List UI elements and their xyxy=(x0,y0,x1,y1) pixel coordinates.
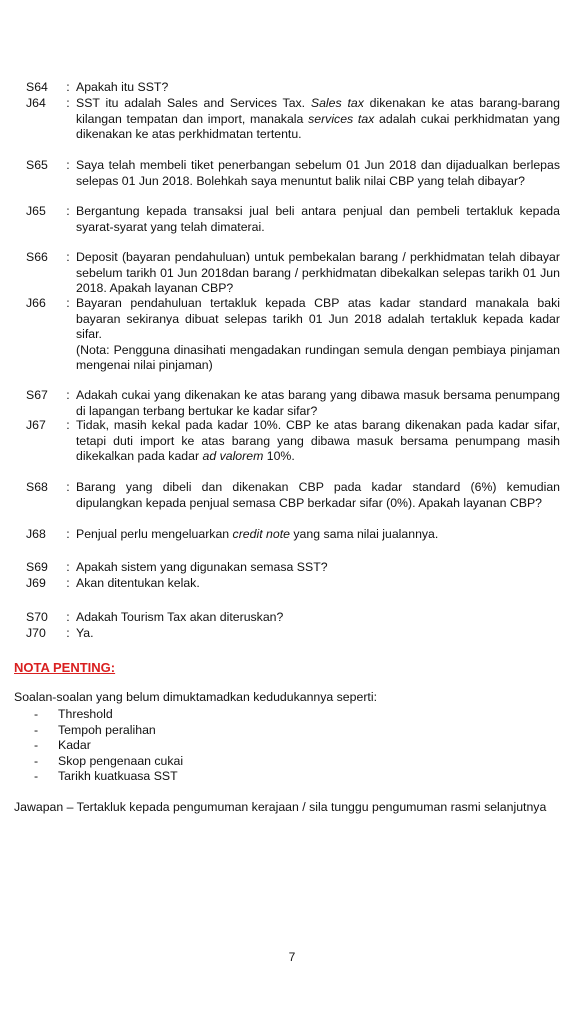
list-item xyxy=(34,707,183,723)
qa-text xyxy=(76,388,560,419)
qa-item-j69 xyxy=(26,576,560,592)
qa-colon: : xyxy=(66,626,70,640)
qa-text xyxy=(76,296,560,374)
qa-text-segment: Deposit (bayaran pendahuluan) untuk pembekalan barang / perkhidmatan telah dibayar sebelum tarikh 01 Jun 2018dan barang / perkhidmatan dibekalkan selepas tarikh 01 Jun 2018. Apakah layanan CBP? xyxy=(76,250,560,296)
qa-code: S64 xyxy=(26,80,48,94)
qa-code: S66 xyxy=(26,250,48,264)
qa-text-segment: Apakah sistem yang digunakan semasa SST? xyxy=(76,560,328,574)
qa-colon: : xyxy=(66,560,70,574)
qa-text-segment: Adakah Tourism Tax akan diteruskan? xyxy=(76,610,284,624)
qa-text-segment: dikenakan ke atas barang-barang kilangan tempatan dan import, manakala xyxy=(76,96,560,126)
list-bullet: - xyxy=(34,707,39,721)
qa-code: J70 xyxy=(26,626,46,640)
qa-text xyxy=(76,560,560,576)
qa-item-s66 xyxy=(26,250,560,297)
qa-colon: : xyxy=(66,610,70,624)
qa-item-j67 xyxy=(26,418,560,465)
list-bullet: - xyxy=(34,769,39,784)
qa-text xyxy=(76,527,560,543)
qa-text-segment: Ya. xyxy=(76,626,94,640)
qa-text xyxy=(76,418,560,465)
italic-term: services tax xyxy=(308,111,375,126)
list-item xyxy=(34,723,183,739)
qa-text xyxy=(76,626,560,642)
list-item xyxy=(34,754,183,770)
list-bullet: - xyxy=(34,753,39,768)
qa-text-segment: adalah cukai perkhidmatan yang dikenakan ke atas perkhidmatan tertentu. xyxy=(76,111,561,142)
qa-item-s70 xyxy=(26,610,560,626)
italic-term: credit note xyxy=(232,527,290,541)
list-bullet: - xyxy=(34,722,39,737)
intro-paragraph: Soalan-soalan yang belum dimuktamadkan kedudukannya seperti: xyxy=(14,690,377,704)
qa-text-segment: (Nota: Pengguna dinasihati mengadakan rundingan semula dengan pembiaya pinjaman mengenai nilai pinjaman) xyxy=(76,342,560,373)
qa-item-s65 xyxy=(26,158,560,189)
list-item-text: Kadar xyxy=(58,738,91,753)
qa-text-segment: Adakah cukai yang dikenakan ke atas barang yang dibawa masuk bersama penumpang di lapangan terbang bertukar ke kadar sifar? xyxy=(76,388,560,418)
qa-item-s69 xyxy=(26,560,560,576)
qa-colon: : xyxy=(66,80,70,94)
qa-code: J65 xyxy=(26,204,46,218)
qa-code: J67 xyxy=(26,418,46,432)
qa-text xyxy=(76,250,560,297)
qa-colon: : xyxy=(66,576,70,590)
qa-colon: : xyxy=(66,250,70,264)
list-bullet: - xyxy=(34,738,39,753)
qa-text-segment: yang sama nilai jualannya. xyxy=(289,527,439,541)
qa-colon: : xyxy=(66,480,70,494)
qa-item-j64 xyxy=(26,96,560,143)
qa-text xyxy=(76,576,560,592)
qa-code: J64 xyxy=(26,96,46,110)
qa-text xyxy=(76,158,560,189)
qa-item-s64 xyxy=(26,80,560,96)
qa-item-j70 xyxy=(26,626,560,642)
italic-term: Sales tax xyxy=(310,96,364,110)
qa-text xyxy=(76,204,560,235)
list-item-text: Skop pengenaan cukai xyxy=(58,753,184,768)
qa-code: J68 xyxy=(26,527,46,541)
qa-text-segment: Saya telah membeli tiket penerbangan sebelum 01 Jun 2018 dan dijadualkan berlepas selepas 01 Jun 2018. Bolehkah saya menuntut balik nilai CBP yang telah dibayar? xyxy=(76,158,560,188)
qa-text-segment: Bayaran pendahuluan tertakluk kepada CBP atas kadar standard manakala baki bayaran sekiranya dibuat selepas tarikh 01 Jun 2018 adalah tertakluk kepada kadar sifar. xyxy=(76,296,560,342)
qa-code: S70 xyxy=(26,610,48,624)
qa-colon: : xyxy=(66,296,70,310)
qa-item-j65 xyxy=(26,204,560,235)
qa-colon: : xyxy=(66,527,70,541)
qa-code: S65 xyxy=(26,158,48,172)
qa-text-segment: Bergantung kepada transaksi jual beli antara penjual dan pembeli tertakluk kepada syarat-syarat yang telah dimaterai. xyxy=(76,204,560,234)
qa-code: S69 xyxy=(26,560,48,574)
qa-item-j68 xyxy=(26,527,560,543)
list-item xyxy=(34,738,183,754)
qa-colon: : xyxy=(66,204,70,218)
qa-text-segment: Barang yang dibeli dan dikenakan CBP pada kadar standard (6%) kemudian dipulangkan kepada penjual semasa CBP berkadar sifar (0%). Apakah layanan CBP? xyxy=(76,480,560,510)
jawapan-paragraph: Jawapan – Tertakluk kepada pengumuman kerajaan / sila tunggu pengumuman rasmi selanjutnya xyxy=(14,800,547,814)
qa-code: S68 xyxy=(26,480,48,494)
qa-item-j66 xyxy=(26,296,560,374)
italic-term: ad valorem xyxy=(202,449,264,464)
list-item-text: Tempoh peralihan xyxy=(58,722,156,737)
qa-text-segment: Apakah itu SST? xyxy=(76,80,169,94)
qa-text xyxy=(76,610,560,626)
list-item-text: Threshold xyxy=(58,707,113,721)
qa-colon: : xyxy=(66,418,70,432)
qa-text xyxy=(76,480,560,511)
qa-text-segment: Penjual perlu mengeluarkan xyxy=(76,527,233,541)
qa-item-s68 xyxy=(26,480,560,511)
qa-text-segment: 10%. xyxy=(263,449,295,464)
qa-text-segment: SST itu adalah Sales and Services Tax. xyxy=(76,96,311,110)
qa-colon: : xyxy=(66,96,70,110)
qa-code: J66 xyxy=(26,296,46,310)
qa-colon: : xyxy=(66,388,70,402)
qa-code: J69 xyxy=(26,576,46,590)
list-item xyxy=(34,769,183,785)
list-item-text: Tarikh kuatkuasa SST xyxy=(58,769,178,784)
qa-text xyxy=(76,96,560,143)
page-number: 7 xyxy=(288,950,296,964)
qa-text xyxy=(76,80,560,96)
qa-text-segment: Tidak, masih kekal pada kadar 10%. CBP ke atas barang dikenakan pada kadar sifar, tetapi duti import ke atas barang yang dibawa masuk bersama penumpang masih dikekalkan pada kadar xyxy=(76,418,560,464)
qa-text-segment: Akan ditentukan kelak. xyxy=(76,576,200,590)
pending-items-list xyxy=(34,707,183,785)
qa-item-s67 xyxy=(26,388,560,419)
qa-code: S67 xyxy=(26,388,48,402)
nota-penting-heading: NOTA PENTING: xyxy=(14,660,116,675)
qa-colon: : xyxy=(66,158,70,172)
